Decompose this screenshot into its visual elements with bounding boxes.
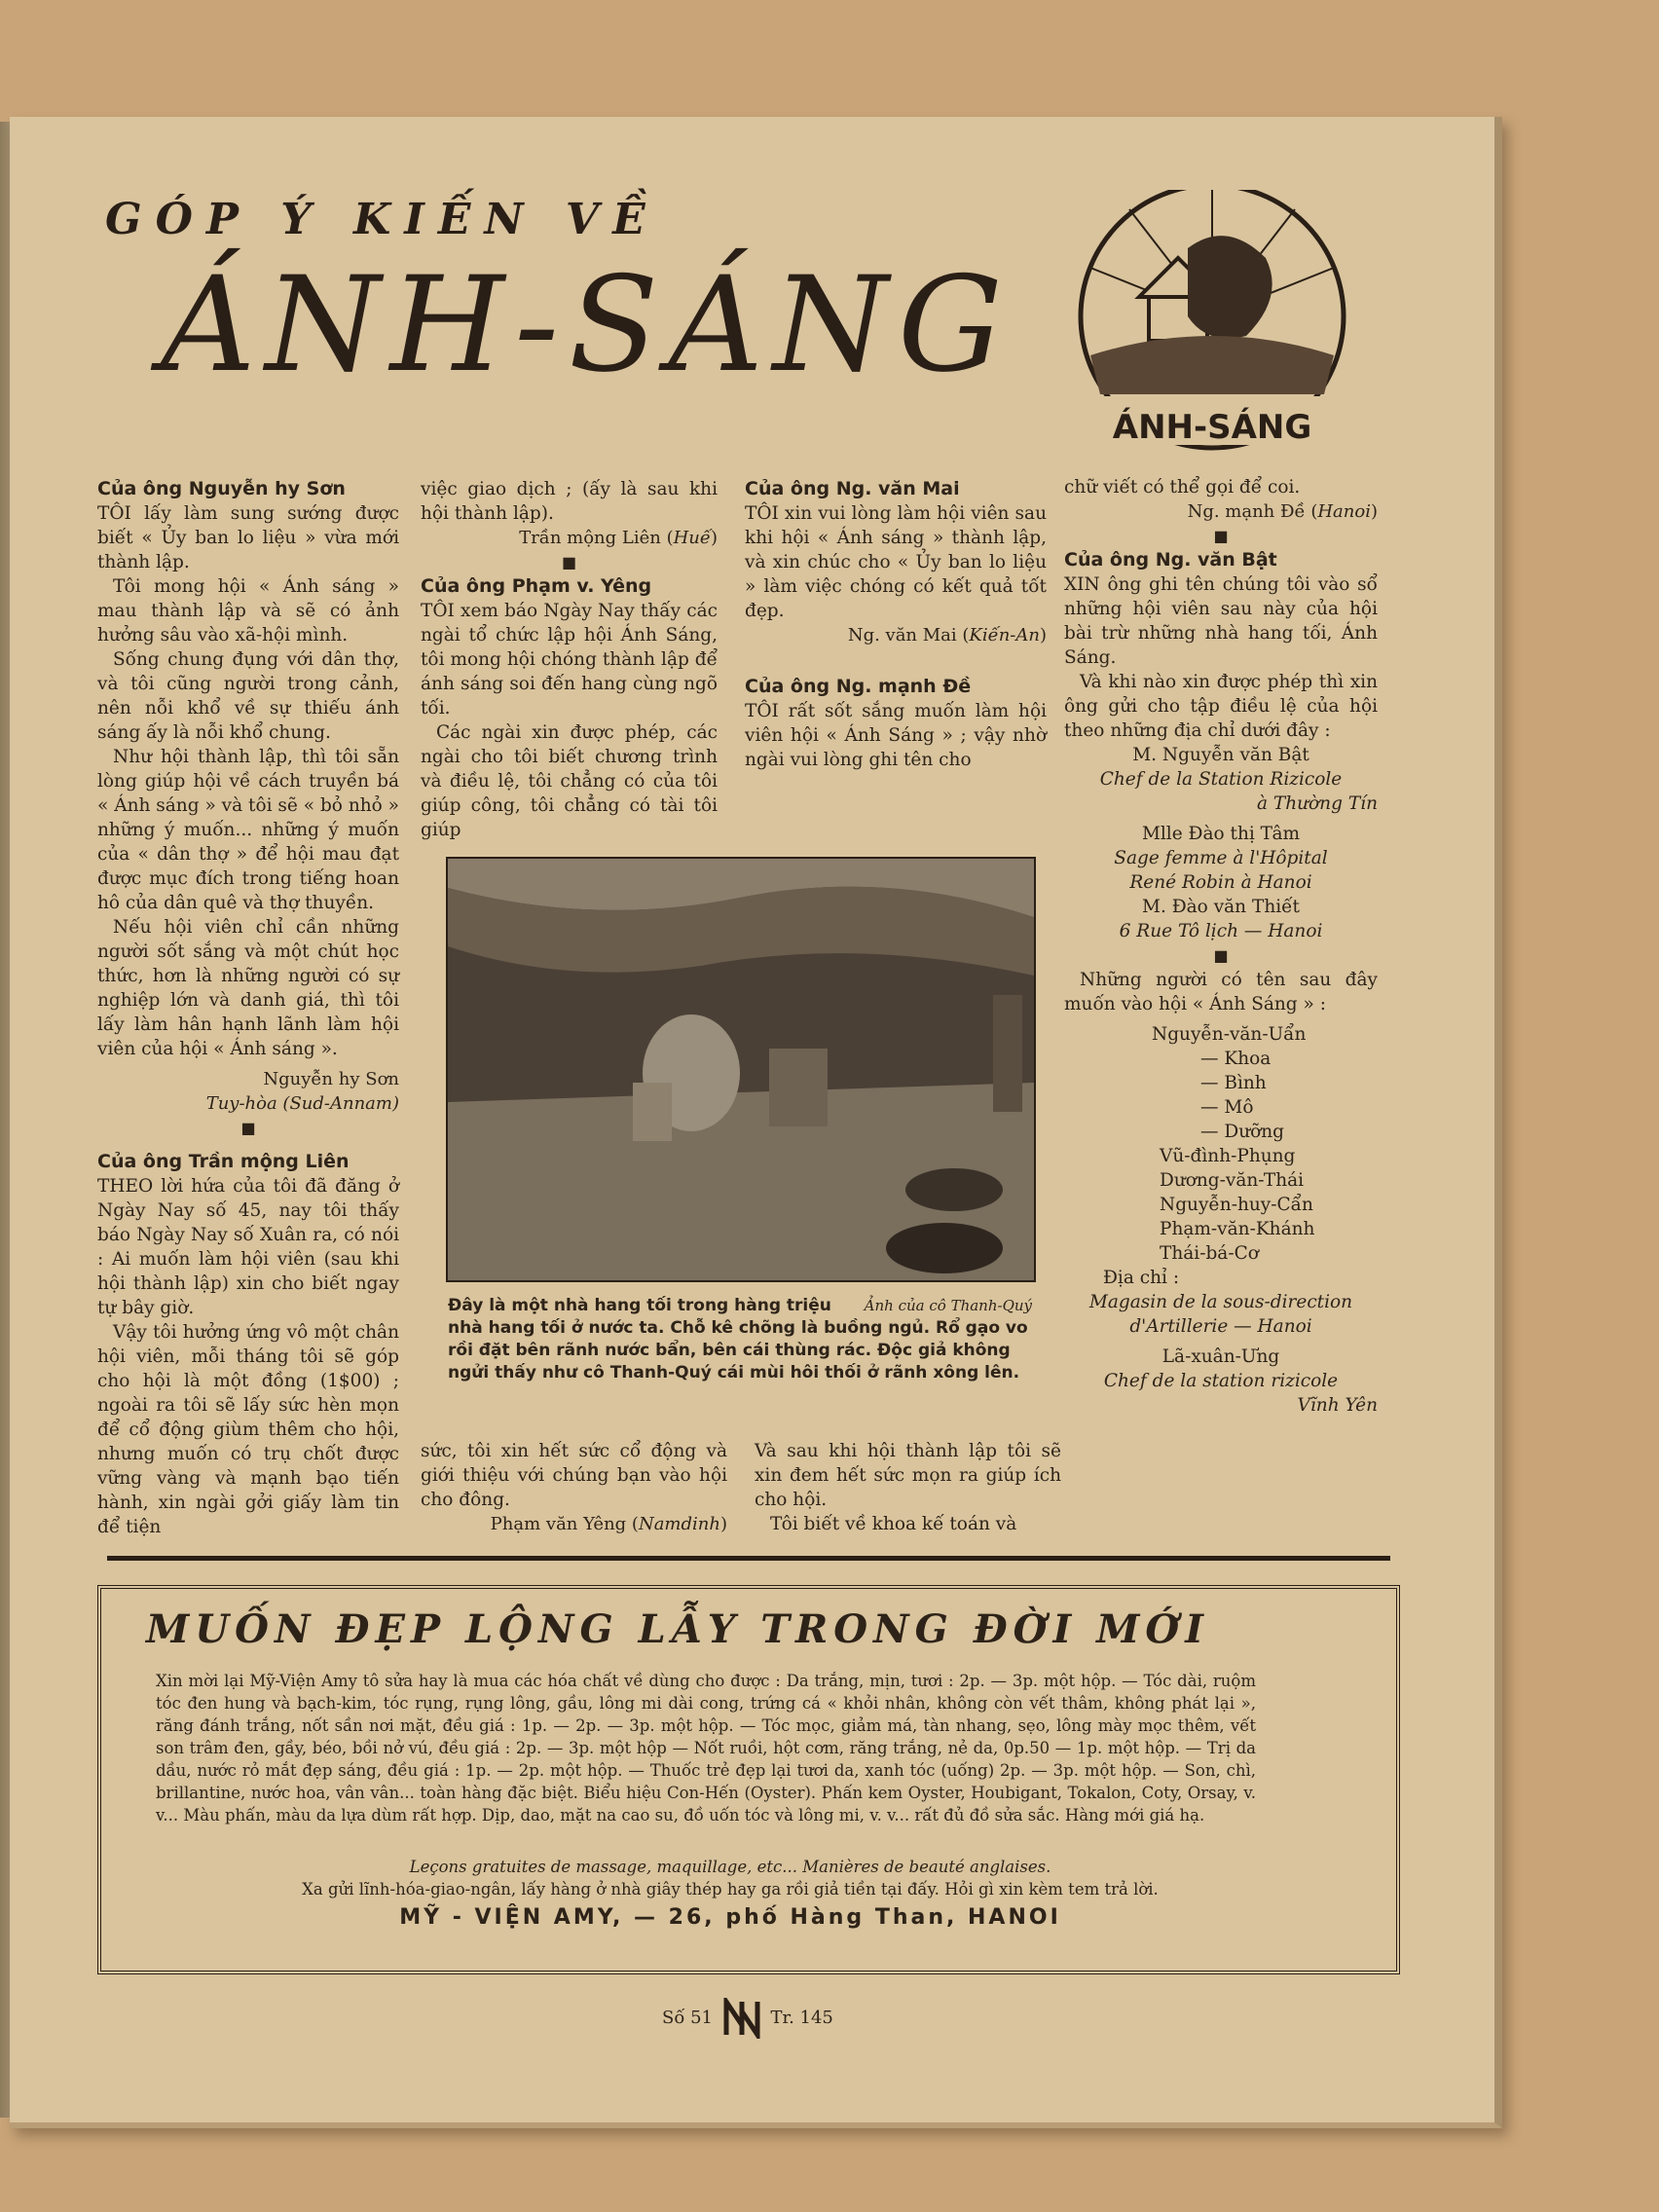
list-item: Vũ-đình-Phụng bbox=[1160, 1146, 1296, 1166]
address-line: à Thường Tín bbox=[1256, 793, 1378, 814]
ad-body: Xin mời lại Mỹ-Viện Amy tô sửa hay là mua các hóa chất về dùng cho được : Da trắng, mịn, tươi : 2p. — 3p. một hộp. — Tóc dài, ruộm tóc đen hung và bạch-kim, tóc rụng, rụng lông, gầu, lông mi dài cong, trứng cá « khỏi nhân, không còn vết thâm, không phát lại », răng đánh trắng, nốt sần nơi mặt, đều giá : 1p. — 2p. — 3p. một hộp. — Tóc mọc, giảm má, tàn nhang, sẹo, lông mày mọc thêm, vết son trâm đen, gầy, béo, bồi nở vú, đều giá : 2p. — 3p. một hộp — Nốt ruồi, hột cơm, răng trắng, nẻ da, 0p.50 — 1p. một hộp. — Trị da dầu, nước rỏ mắt đẹp sáng, đều giá : 1p. — 2p. một hộp. — Thuốc trẻ đẹp lại tươi da, xanh tóc (uống) 2p. — 3p. một hộp. — Son, chì, brillantine, nước hoa, vân vân... toàn hàng đặc biệt. Biểu hiệu Con-Hến (Oyster). Phấn kem Oyster, Houbigant, Tokalon, Coty, Orsay, v. v... Màu phấn, màu da lựa dùm rất hợp. Dịp, dao, mặt na cao su, đồ uốn tóc và lông mi, v. v... rất đủ đồ sửa sắc. Hàng mới giá hạ. bbox=[156, 1672, 1256, 1825]
paragraph: chữ viết có thể gọi để coi. bbox=[1064, 477, 1301, 498]
address-line: Vĩnh Yên bbox=[1297, 1395, 1378, 1416]
address-line: René Robin à Hanoi bbox=[1129, 872, 1312, 893]
paragraph: việc giao dịch ; (ấy là sau khi hội thành lập). bbox=[421, 479, 718, 524]
ad-title: MUỐN ĐẸP LỘNG LẪY TRONG ĐỜI MỚI bbox=[146, 1606, 1209, 1652]
signature-place: Hanoi bbox=[1317, 501, 1371, 522]
list-item: — Khoa bbox=[1200, 1049, 1272, 1069]
address-name: M. Nguyễn văn Bật bbox=[1132, 745, 1309, 765]
paragraph: TÔI xem báo Ngày Nay thấy các ngài tổ chức lập hội Ánh Sáng, tôi mong hội chóng thành lập để ánh sáng soi đến hang cùng ngõ tối. bbox=[421, 601, 718, 719]
signature: Trần mộng Liên (Huế) bbox=[519, 528, 718, 548]
signature-place: Tuy-hòa (Sud-Annam) bbox=[205, 1093, 399, 1114]
paragraph: Nếu hội viên chỉ cần những người sốt sắng và một chút học thức, hơn là những người có sự nghiệp lớn và danh giá, thì tôi lấy làm hân hạnh lãnh làm hội viên của hội « Ánh sáng ». bbox=[97, 917, 399, 1059]
paragraph: sức, tôi xin hết sức cổ động và giới thiệu với chúng bạn vào hội cho đông. bbox=[421, 1441, 727, 1510]
signature-place: Huế bbox=[673, 528, 711, 548]
paragraph: Các ngài xin được phép, các ngài cho tôi biết chương trình và điều lệ, tôi chẳng có của tôi giúp công, tôi chẳng có tài tôi giúp bbox=[421, 722, 718, 840]
column-4 bbox=[1064, 475, 1378, 1418]
member-list bbox=[1064, 1022, 1378, 1266]
photo-caption bbox=[448, 1295, 1032, 1384]
address-line: Sage femme à l'Hôpital bbox=[1114, 848, 1328, 868]
letter-heading: Của ông Phạm v. Yêng bbox=[421, 575, 652, 597]
signature: Ng. mạnh Đề (Hanoi) bbox=[1187, 501, 1378, 522]
address-line: 6 Rue Tô lịch — Hanoi bbox=[1119, 921, 1323, 941]
caption-text: Đây là một nhà hang tối trong hàng triệu nhà hang tối ở nước ta. Chỗ kê chõng là buồng ngủ. Rổ gạo vo rồi đặt bên rãnh nước bẩn, bên cái thùng rác. Độc giả không ngửi thấy như cô Thanh-Quý cái mùi hôi thối ở rãnh xông lên. bbox=[448, 1296, 1028, 1382]
address-line: d'Artillerie — Hanoi bbox=[1129, 1316, 1312, 1337]
paragraph: TÔI xin vui lòng làm hội viên sau khi hội « Ánh sáng » thành lập, và xin chúc cho « Ủy ban lo liệu » làm việc chóng có kết quả tốt đẹp. bbox=[745, 503, 1047, 621]
list-item: Thái-bá-Cơ bbox=[1160, 1243, 1259, 1264]
address-label: Địa chỉ : bbox=[1103, 1268, 1180, 1288]
divider bbox=[107, 1556, 1390, 1561]
signature-place: Kiến-An bbox=[969, 625, 1040, 645]
page-title: ÁNH-SÁNG bbox=[161, 248, 1013, 401]
column-2 bbox=[421, 477, 718, 842]
signature-name: Ng. mạnh Đề bbox=[1187, 501, 1306, 522]
page-number: Tr. 145 bbox=[770, 2008, 833, 2028]
ad-note: Xa gửi lĩnh-hóa-giao-ngân, lấy hàng ở nhà giây thép hay ga rồi giả tiền tại đấy. Hỏi gì xin kèm tem trả lời. bbox=[302, 1880, 1159, 1899]
page-footer bbox=[662, 1998, 833, 2039]
paragraph: Sống chung đụng với dân thợ, và tôi cũng người trong cảnh, nên nỗi khổ về sự thiếu ánh sáng ấy là nỗi khổ chung. bbox=[97, 649, 399, 743]
paragraph: Vậy tôi hưởng ứng vô một chân hội viên, mỗi tháng tôi sẽ góp cho hội là một đồng (1$00) ; ngoài ra tôi sẽ lấy sức hèn mọn để cổ động giùm thêm cho hội, nhưng muốn có trụ chốt được vững vàng và mạnh bạo tiến hành, xin ngài gởi giấy làm tin để tiện bbox=[97, 1322, 399, 1537]
paragraph: Và sau khi hội thành lập tôi sẽ xin đem hết sức mọn ra giúp ích cho hội. bbox=[755, 1441, 1061, 1510]
address-line: Magasin de la sous-direction bbox=[1088, 1292, 1353, 1312]
paragraph: TÔI rất sốt sắng muốn làm hội viên hội « Ánh Sáng » ; vậy nhờ ngài vui lòng ghi tên cho bbox=[745, 701, 1047, 770]
letter-heading: Của ông Trần mộng Liên bbox=[97, 1151, 350, 1172]
column-3-continued bbox=[755, 1439, 1061, 1536]
paragraph: THEO lời hứa của tôi đã đăng ở Ngày Nay số 45, nay tôi thấy báo Ngày Nay số Xuân ra, có nói : Ai muốn làm hội viên (sau khi hội thành lập) xin cho biết ngay tự bây giờ. bbox=[97, 1176, 399, 1318]
list-item: — Mô bbox=[1200, 1097, 1254, 1118]
signature-name: Nguyễn hy Sơn bbox=[263, 1069, 399, 1089]
list-item: — Dưỡng bbox=[1200, 1122, 1285, 1142]
pre-title: GÓP Ý KIẾN VỀ bbox=[105, 195, 659, 244]
letter-heading: Của ông Ng. văn Mai bbox=[745, 478, 960, 499]
address-name: Mlle Đào thị Tâm bbox=[1141, 824, 1301, 844]
column-3 bbox=[745, 477, 1047, 772]
address-name: Lã-xuân-Ưng bbox=[1161, 1346, 1280, 1367]
address-line: Chef de la Station Rizicole bbox=[1099, 769, 1343, 790]
list-item: Dương-văn-Thái bbox=[1160, 1170, 1305, 1191]
signature: Phạm văn Yêng (Namdinh) bbox=[490, 1514, 727, 1534]
separator: ■ bbox=[1213, 946, 1229, 965]
signature: Ng. văn Mai (Kiến-An) bbox=[847, 625, 1047, 645]
separator: ■ bbox=[240, 1119, 256, 1137]
logo-label: ÁNH-SÁNG bbox=[1112, 408, 1312, 447]
list-item: — Bình bbox=[1200, 1073, 1267, 1093]
list-item: Nguyễn-văn-Uẩn bbox=[1152, 1024, 1307, 1045]
paragraph: Như hội thành lập, thì tôi sẵn lòng giúp hội về cách truyền bá « Ánh sáng » và tôi sẽ « bỏ nhỏ » những ý muốn... những ý muốn của « dân thợ » để hội mau đạt được mục đích trong tiếng hoan hô của dân quê và thợ thuyền. bbox=[97, 747, 399, 913]
ngay-nay-logo-icon bbox=[722, 1998, 761, 2039]
list-item: Nguyễn-huy-Cẩn bbox=[1160, 1195, 1313, 1215]
ad-note: Leçons gratuites de massage, maquillage, etc... Manières de beauté anglaises. bbox=[409, 1858, 1051, 1876]
paragraph: XIN ông ghi tên chúng tôi vào sổ những hội viên sau này của hội bài trừ những nhà hang tối, Ánh Sáng. bbox=[1064, 574, 1378, 668]
paragraph: Những người có tên sau đây muốn vào hội « Ánh Sáng » : bbox=[1064, 970, 1378, 1014]
signature-place: Namdinh bbox=[638, 1514, 720, 1534]
letter-heading: Của ông Ng. văn Bật bbox=[1064, 549, 1277, 571]
signature-name: Ng. văn Mai bbox=[847, 625, 957, 645]
separator: ■ bbox=[1213, 527, 1229, 545]
letter-heading: Của ông Ng. mạnh Đề bbox=[745, 676, 972, 697]
signature-name: Phạm văn Yêng bbox=[490, 1514, 627, 1534]
photograph bbox=[446, 857, 1036, 1282]
paragraph: TÔI lấy làm sung sướng được biết « Ủy ban lo liệu » vừa mới thành lập. bbox=[97, 503, 399, 572]
issue-number: Số 51 bbox=[662, 2008, 713, 2028]
letter-heading: Của ông Nguyễn hy Sơn bbox=[97, 478, 346, 499]
photo-credit: Ảnh của cô Thanh-Quý bbox=[864, 1297, 1032, 1314]
address-name: M. Đào văn Thiết bbox=[1142, 897, 1300, 917]
ad-footer: MỸ - VIỆN AMY, — 26, phố Hàng Than, HANOI bbox=[399, 1905, 1061, 1930]
anh-sang-logo bbox=[1071, 190, 1353, 462]
paragraph: Tôi biết về khoa kế toán và bbox=[770, 1514, 1017, 1534]
signature-name: Trần mộng Liên bbox=[519, 528, 661, 548]
paragraph: Và khi nào xin được phép thì xin ông gửi cho tập điều lệ của hội theo những địa chỉ dưới đây : bbox=[1064, 672, 1378, 741]
list-item: Phạm-văn-Khánh bbox=[1160, 1219, 1315, 1239]
paragraph: Tôi mong hội « Ánh sáng » mau thành lập và sẽ có ảnh hưởng sâu vào xã-hội mình. bbox=[97, 576, 399, 645]
address-line: Chef de la station rizicole bbox=[1103, 1371, 1339, 1391]
column-2-continued bbox=[421, 1439, 727, 1536]
column-1 bbox=[97, 477, 399, 1539]
separator: ■ bbox=[561, 553, 577, 571]
